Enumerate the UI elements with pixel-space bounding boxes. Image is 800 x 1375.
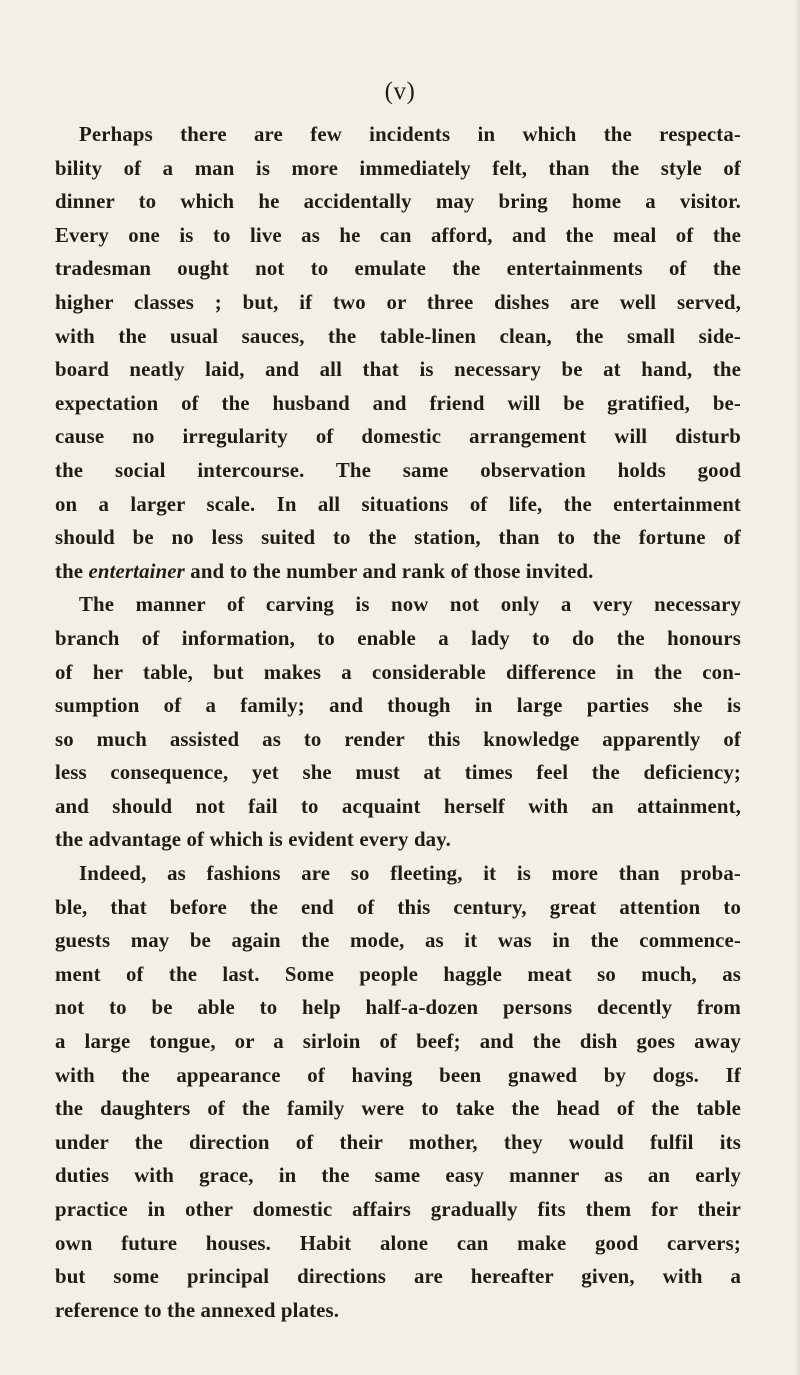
page-edge-shadow [794, 0, 800, 1375]
text-line: cause no irregularity of domestic arrangement will disturb [55, 425, 741, 449]
text-line: dinner to which he accidentally may bring home a visitor. [55, 190, 741, 214]
text-line: reference to the annexed plates. [55, 1298, 340, 1322]
body-text [55, 118, 741, 1327]
text-line: The manner of carving is now not only a very necessary [79, 593, 741, 617]
text-line: the advantage of which is evident every day. [55, 828, 451, 852]
text-line: and should not fail to acquaint herself with an attainment, [55, 794, 741, 818]
text-line: not to be able to help half-a-dozen persons decently from [55, 996, 741, 1020]
text-line: ment of the last. Some people haggle meat so much, as [55, 962, 741, 986]
text-line: should be no less suited to the station, than to the fortune of [55, 526, 741, 550]
text-line: of her table, but makes a considerable difference in the con- [55, 660, 741, 684]
text-line: bility of a man is more immediately felt, than the style of [55, 156, 741, 180]
text-line: with the appearance of having been gnawed by dogs. If [55, 1063, 741, 1087]
text-line: practice in other domestic affairs gradually fits them for their [55, 1198, 741, 1221]
text-line: expectation of the husband and friend will be gratified, be- [55, 391, 741, 415]
text-line: on a larger scale. In all situations of life, the entertainment [55, 492, 741, 516]
text-line-part: the [55, 559, 89, 583]
text-line: branch of information, to enable a lady to do the honours [55, 626, 741, 650]
text-line-part: and to the number and rank of those invited. [184, 559, 594, 583]
text-line: the daughters of the family were to take the head of the table [55, 1097, 741, 1121]
text-line: tradesman ought not to emulate the entertainments of the [55, 257, 741, 281]
text-line: Every one is to live as he can afford, and the meal of the [55, 223, 741, 247]
text-line: but some principal directions are hereafter given, with a [55, 1265, 741, 1289]
text-line [55, 555, 741, 589]
text-line: with the usual sauces, the table-linen clean, the small side- [55, 324, 741, 348]
text-line: Perhaps there are few incidents in which the respecta- [79, 123, 741, 146]
text-line: ble, that before the end of this century, great attention to [55, 895, 741, 919]
text-line: Indeed, as fashions are so fleeting, it is more than proba- [79, 862, 741, 886]
text-line: higher classes ; but, if two or three dishes are well served, [55, 290, 741, 314]
text-line: less consequence, yet she must at times feel the deficiency; [55, 761, 741, 785]
text-line: own future houses. Habit alone can make good carvers; [55, 1231, 741, 1255]
text-line: a large tongue, or a sirloin of beef; and the dish goes away [55, 1030, 741, 1054]
text-line: sumption of a family; and though in large parties she is [55, 694, 741, 718]
text-line: so much assisted as to render this knowledge apparently of [55, 727, 741, 751]
text-line: guests may be again the mode, as it was in the commence- [55, 929, 741, 953]
text-line: the social intercourse. The same observation holds good [55, 458, 741, 482]
text-line: board neatly laid, and all that is necessary be at hand, the [55, 358, 741, 382]
text-line: under the direction of their mother, they would fulfil its [55, 1130, 741, 1154]
page-number: (v) [384, 78, 416, 105]
emphasized-word: entertainer [88, 559, 185, 583]
text-line: duties with grace, in the same easy manner as an early [55, 1164, 741, 1188]
